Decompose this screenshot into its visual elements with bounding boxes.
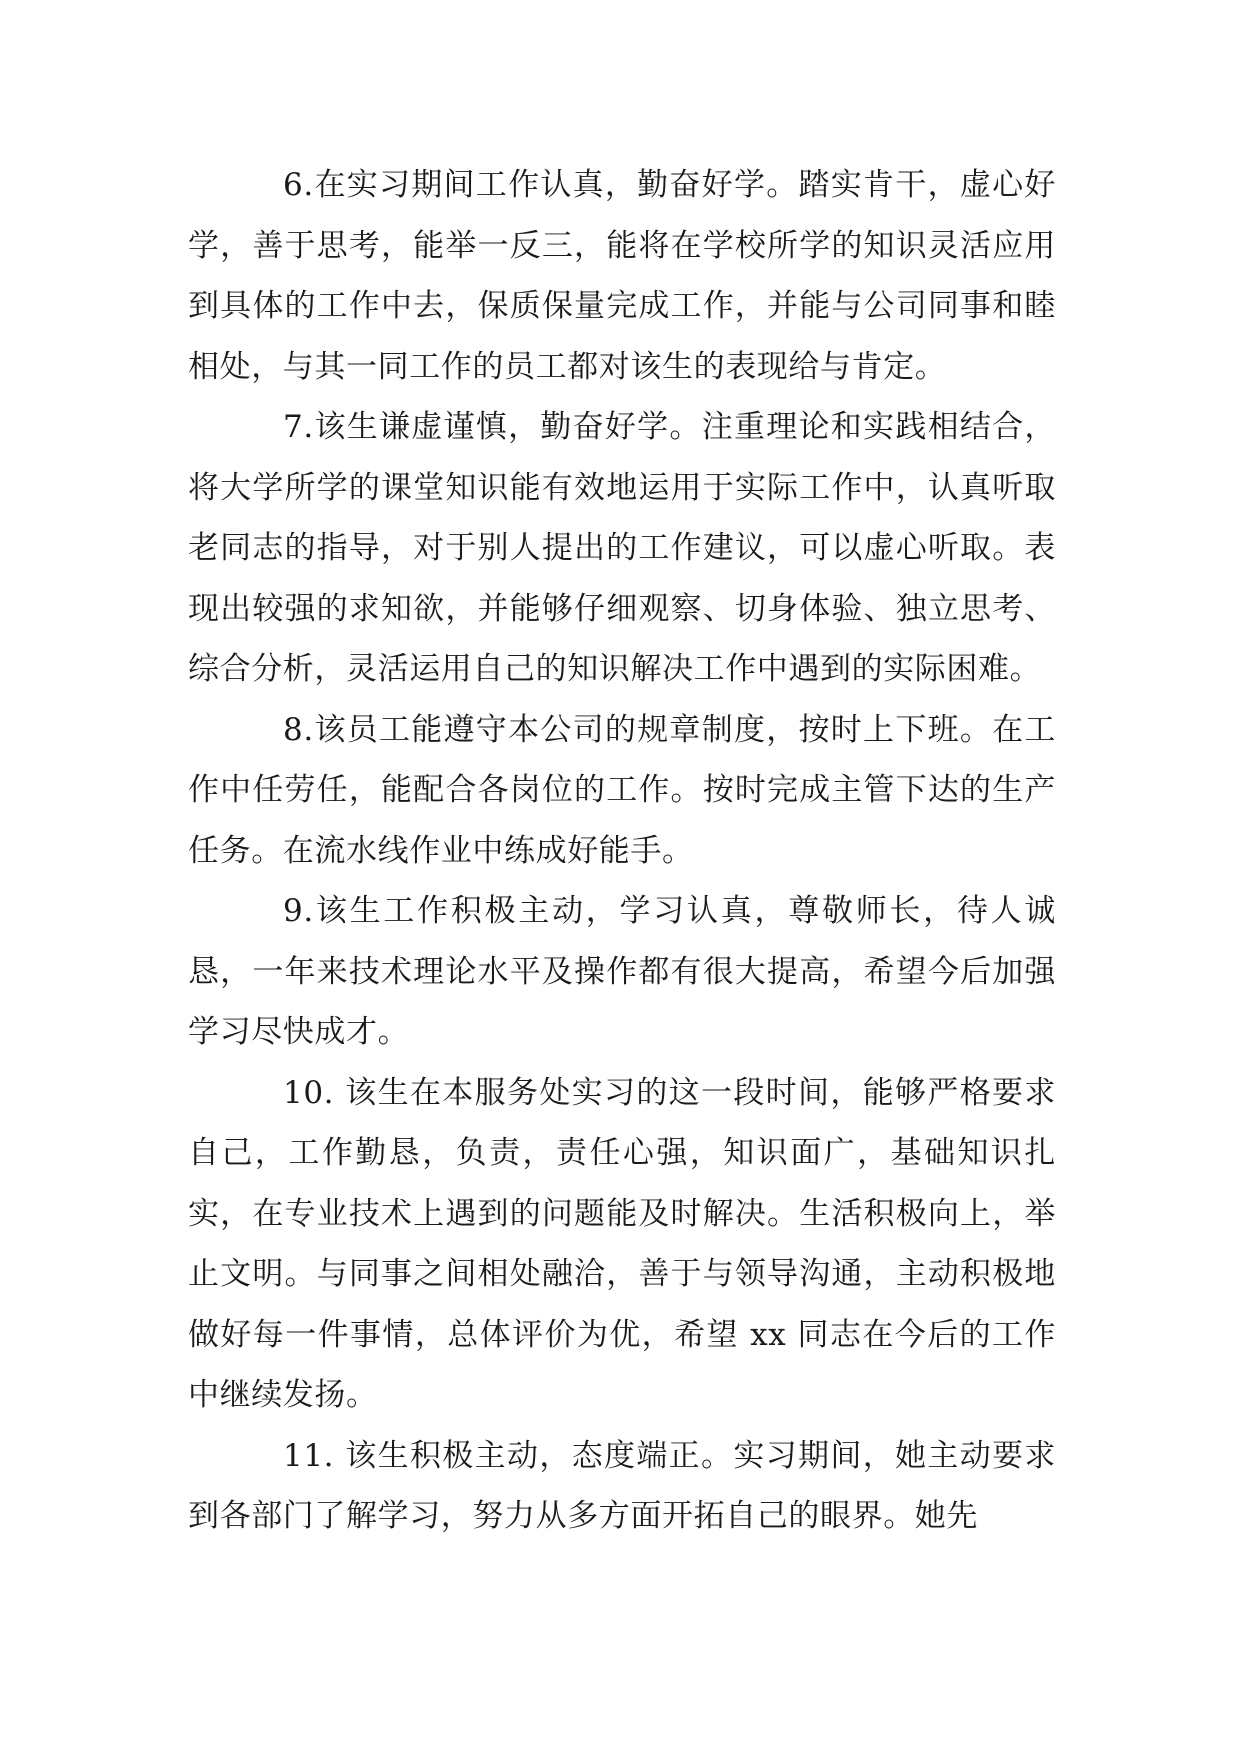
paragraph-9: 9.该生工作积极主动，学习认真，尊敬师长，待人诚恳，一年来技术理论水平及操作都有很大提高，希望今后加强学习尽快成才。: [188, 893, 1056, 1050]
document-body: [188, 155, 1056, 1547]
paragraph-11: 11. 该生积极主动，态度端正。实习期间，她主动要求到各部门了解学习，努力从多方面开拓自己的眼界。她先: [188, 1437, 1056, 1534]
paragraph-7: 7.该生谦虚谨慎，勤奋好学。注重理论和实践相结合，将大学所学的课堂知识能有效地运用于实际工作中，认真听取老同志的指导，对于别人提出的工作建议，可以虚心听取。表现出较强的求知欲，并能够仔细观察、切身体验、独立思考、综合分析，灵活运用自己的知识解决工作中遇到的实际困难。: [188, 409, 1056, 687]
paragraph-6: 6.在实习期间工作认真，勤奋好学。踏实肯干，虚心好学，善于思考，能举一反三，能将在学校所学的知识灵活应用到具体的工作中去，保质保量完成工作，并能与公司同事和睦相处，与其一同工作的员工都对该生的表现给与肯定。: [188, 167, 1056, 385]
paragraph-8: 8.该员工能遵守本公司的规章制度，按时上下班。在工作中任劳任，能配合各岗位的工作。按时完成主管下达的生产任务。在流水线作业中练成好能手。: [188, 711, 1056, 869]
paragraph-10: 10. 该生在本服务处实习的这一段时间，能够严格要求自己，工作勤恳，负责，责任心强，知识面广，基础知识扎实，在专业技术上遇到的问题能及时解决。生活积极向上，举止文明。与同事之间相处融洽，善于与领导沟通，主动积极地做好每一件事情，总体评价为优，希望 xx 同志在今后的工作中继续发扬。: [188, 1074, 1056, 1413]
